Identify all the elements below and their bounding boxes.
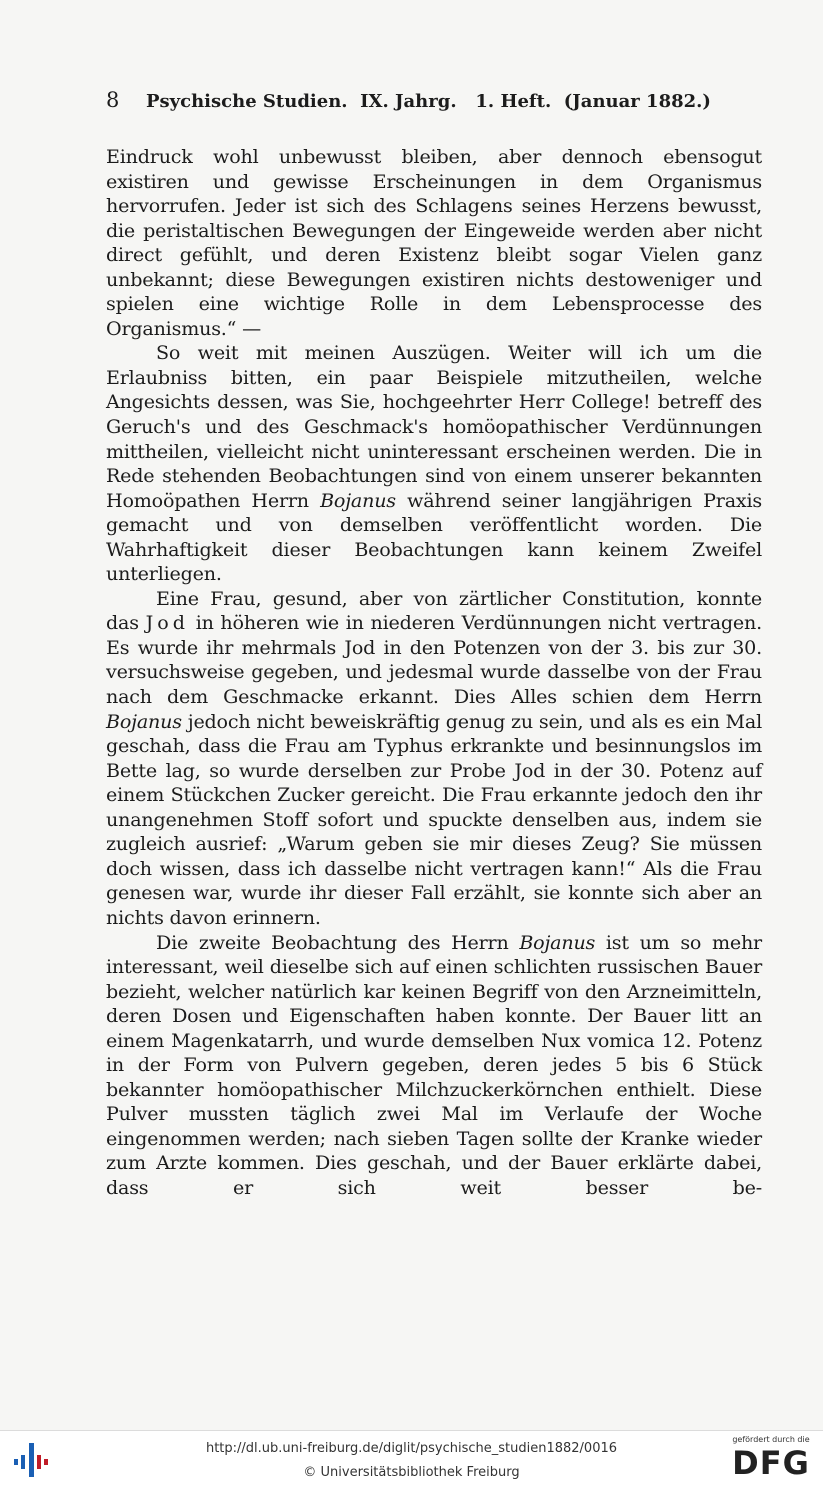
paragraph-3-part-a: Eine Frau, gesund, aber von zärtlicher Constitution, konnte das xyxy=(106,586,762,635)
paragraph-2-part-a: So weit mit meinen Auszügen. Weiter will ich um die Erlaubniss bitten, ein paar Beispiele mitzutheilen, welche Angesichts dessen, was Sie, hochgeehrter Herr College! betreff des Geruch's und des Geschmack's homöopathischer Verdünnungen mittheilen, vielleicht nicht uninteressant erscheinen werden. Die in Rede stehenden Beobachtungen sind von einem unserer bekannten Homoöpathen Herrn xyxy=(106,341,762,512)
person-name-bojanus: Bojanus xyxy=(106,709,182,733)
paragraph-3-part-b: in höheren wie in niederen Verdünnungen nicht vertragen. Es wurde ihr mehrmals Jod in den Potenzen von der 3. bis zur 30. versuchsweise gegeben, und jedesmal wurde dasselbe von der Frau nach dem Geschmacke erkannt. Dies Alles schien dem Herrn xyxy=(106,611,763,709)
paragraph-2-part-b: während seiner langjährigen Praxis gemacht und von demselben veröffentlicht worden. Die Wahrhaftigkeit dieser Beobachtungen kann keinem Zweifel unterliegen. xyxy=(106,488,762,586)
paragraph-1: Eindruck wohl unbewusst bleiben, aber dennoch ebensogut existiren und gewisse Erscheinungen in dem Organismus hervorrufen. Jeder ist sich des Schlagens seines Herzens bewusst, die peristaltischen Bewegungen der Eingeweide werden aber nicht direct gefühlt, und deren Existenz bleibt sogar Vielen ganz unbekannt; diese Bewegungen existiren nichts destoweniger und spielen eine wichtige Rolle in dem Lebensprocesse des Organismus.“ — xyxy=(106,145,762,340)
running-title: Psychische Studien. IX. Jahrg. 1. Heft. (Januar 1882.) xyxy=(146,91,711,112)
spaced-word-jod: Jod xyxy=(145,611,189,635)
paragraph-2 xyxy=(106,341,762,586)
paragraph-4 xyxy=(106,931,762,1201)
person-name-bojanus: Bojanus xyxy=(320,488,396,512)
person-name-bojanus: Bojanus xyxy=(519,930,596,954)
dfg-funder-caption: gefördert durch die xyxy=(732,1435,810,1444)
viewer-footer xyxy=(0,1430,823,1488)
page-number: 8 xyxy=(106,88,120,112)
paragraph-4-part-a: Die zweite Beobachtung des Herrn xyxy=(156,930,509,954)
dfg-logo-text: DFG xyxy=(732,1444,810,1482)
paragraph-4-part-b: ist um so mehr interessant, weil dieselbe sich auf einen schlichten russischen Bauer bezieht, welcher natürlich kar keinen Begriff von den Arzneimitteln, deren Dosen und Eigenschaften haben konnte. Der Bauer litt an einem Magenkatarrh, und wurde demselben Nux vomica 12. Potenz in der Form von Pulvern gegeben, deren jedes 5 bis 6 Stück bekannter homöopathischer Milchzuckerkörnchen enthielt. Diese Pulver mussten täglich zwei Mal im Verlaufe der Woche eingenommen werden; nach sieben Tagen sollte der Kranke wieder zum Arzte kommen. Dies geschah, und der Bauer erklärte dabei, dass er sich weit besser be- xyxy=(106,930,762,1199)
copyright-notice: © Universitätsbibliothek Freiburg xyxy=(303,1465,520,1480)
paragraph-3-part-c: jedoch nicht beweiskräftig genug zu sein, und als es ein Mal geschah, dass die Frau am Typhus erkrankte und besinnungslos im Bette lag, so wurde derselben zur Probe Jod in der 30. Potenz auf einem Stückchen Zucker gereicht. Die Frau erkannte jedoch den ihr unangenehmen Stoff sofort und spuckte denselben aus, indem sie zugleich ausrief: „Warum geben sie mir dieses Zeug? Sie müssen doch wissen, dass ich dasselbe nicht vertragen kann!“ Als die Frau genesen war, wurde ihr dieser Fall erzählt, sie konnte sich aber an nichts davon erinnern. xyxy=(106,709,762,929)
running-header xyxy=(106,88,766,112)
body-text xyxy=(106,145,762,1201)
dfg-logo xyxy=(726,1435,816,1485)
paragraph-3 xyxy=(106,587,762,931)
source-url[interactable]: http://dl.ub.uni-freiburg.de/diglit/psychische_studien1882/0016 xyxy=(205,1441,618,1456)
